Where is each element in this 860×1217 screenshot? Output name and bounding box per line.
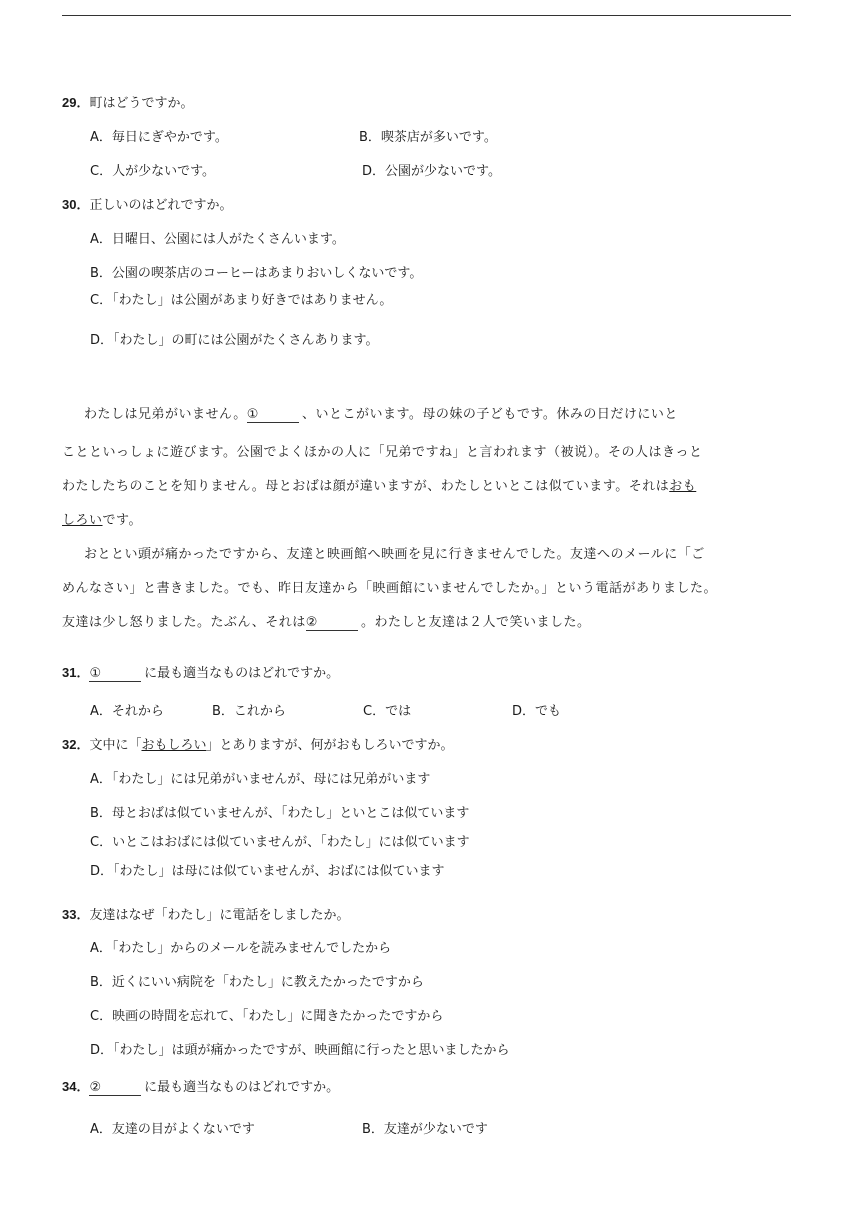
option-29-d[interactable]: D．公園が少ないです。 (362, 164, 501, 179)
option-31-d[interactable]: D．でも (512, 704, 562, 719)
passage-text: 、いとこがいます。母の妹の子どもです。休みの日だけにいと (301, 407, 678, 422)
passage-line-5: おととい頭が痛かったですから、友達と映画館へ映画を見に行きませんでした。友達へのメールに「ご (84, 547, 705, 562)
option-32-a[interactable]: A．「わたし」には兄弟がいませんが、母には兄弟がいます (90, 772, 431, 787)
option-34-a[interactable]: A．友達の目がよくないです (90, 1122, 255, 1137)
option-33-c[interactable]: C．映画の時間を忘れて、「わたし」に聞きたかったですから (90, 1009, 444, 1024)
option-30-b[interactable]: B．公園の喫茶店のコーヒーはあまりおいしくないです。 (90, 266, 423, 281)
option-33-a[interactable]: A．「わたし」からのメールを読みませんでしたから (90, 941, 392, 956)
option-31-a[interactable]: A．それから (90, 704, 164, 719)
passage-line-3 (62, 475, 696, 494)
option-30-c[interactable]: C．「わたし」は公園があまり好きではありません。 (90, 293, 393, 308)
question-34 (62, 1076, 339, 1096)
question-text: に最も適当なものはどれですか。 (144, 1080, 340, 1095)
passage-text: です。 (102, 513, 142, 528)
passage-line-1 (84, 403, 678, 423)
question-33 (62, 904, 349, 923)
passage-line-7 (62, 611, 590, 631)
question-number: 32． (62, 737, 90, 752)
blank-2: ② (306, 615, 358, 631)
passage-line-4 (62, 509, 142, 528)
option-30-d[interactable]: D．「わたし」の町には公園がたくさんあります。 (90, 333, 379, 348)
question-29 (62, 92, 193, 111)
option-31-c[interactable]: C．では (363, 704, 412, 719)
passage-text: 友達は少し怒りました。たぶん、それは (62, 615, 306, 630)
question-31 (62, 662, 339, 682)
question-30 (62, 194, 232, 213)
question-number: 34． (62, 1079, 90, 1094)
blank-1: ① (89, 666, 141, 682)
blank-2: ② (89, 1080, 141, 1096)
question-text: 正しいのはどれですか。 (89, 198, 233, 213)
passage-text: わたしたちのことを知りません。母とおばは顔が違いますが、わたしといとこは似ています。それは (62, 479, 670, 494)
blank-1: ① (247, 407, 299, 423)
option-34-b[interactable]: B．友達が少ないです (362, 1122, 488, 1137)
question-text: に最も適当なものはどれですか。 (144, 666, 340, 681)
passage-line-2: ことといっしょに遊びます。公園でよくほかの人に「兄弟ですね」と言われます（被说）。その人はきっと (62, 445, 703, 460)
question-text: 文中に「 (89, 738, 142, 753)
question-number: 30． (62, 197, 90, 212)
underlined-word: おもしろい (141, 738, 207, 753)
option-33-b[interactable]: B．近くにいい病院を「わたし」に教えたかったですから (90, 975, 424, 990)
option-32-b[interactable]: B．母とおばは似ていませんが、「わたし」といとこは似ています (90, 806, 470, 821)
option-30-a[interactable]: A．日曜日、公園には人がたくさんいます。 (90, 232, 345, 247)
option-33-d[interactable]: D．「わたし」は頭が痛かったですが、映画館に行ったと思いましたから (90, 1043, 510, 1058)
option-31-b[interactable]: B．これから (212, 704, 286, 719)
question-number: 29． (62, 95, 90, 110)
question-32 (62, 734, 454, 753)
underlined-word: しろい (62, 513, 103, 528)
option-29-c[interactable]: C．人が少ないです。 (90, 164, 216, 179)
question-text: 」とありますが、何がおもしろいですか。 (206, 738, 454, 753)
passage-text: 。わたしと友達は２人で笑いました。 (360, 615, 591, 630)
option-32-c[interactable]: C．いとこはおばには似ていませんが、「わたし」には似ています (90, 835, 470, 850)
question-number: 31． (62, 665, 90, 680)
header-rule (62, 15, 791, 16)
option-29-a[interactable]: A．毎日にぎやかです。 (90, 130, 228, 145)
question-text: 友達はなぜ「わたし」に電話をしましたか。 (89, 908, 350, 923)
passage-line-6: めんなさい」と書きました。でも、昨日友達から「映画館にいませんでしたか。」という電話がありました。 (62, 581, 718, 596)
question-number: 33． (62, 907, 90, 922)
underlined-word: おも (669, 479, 697, 494)
question-text: 町はどうですか。 (89, 96, 194, 111)
option-29-b[interactable]: B．喫茶店が多いです。 (359, 130, 497, 145)
option-32-d[interactable]: D．「わたし」は母には似ていませんが、おばには似ています (90, 864, 445, 879)
passage-text: わたしは兄弟がいません。 (84, 407, 247, 422)
